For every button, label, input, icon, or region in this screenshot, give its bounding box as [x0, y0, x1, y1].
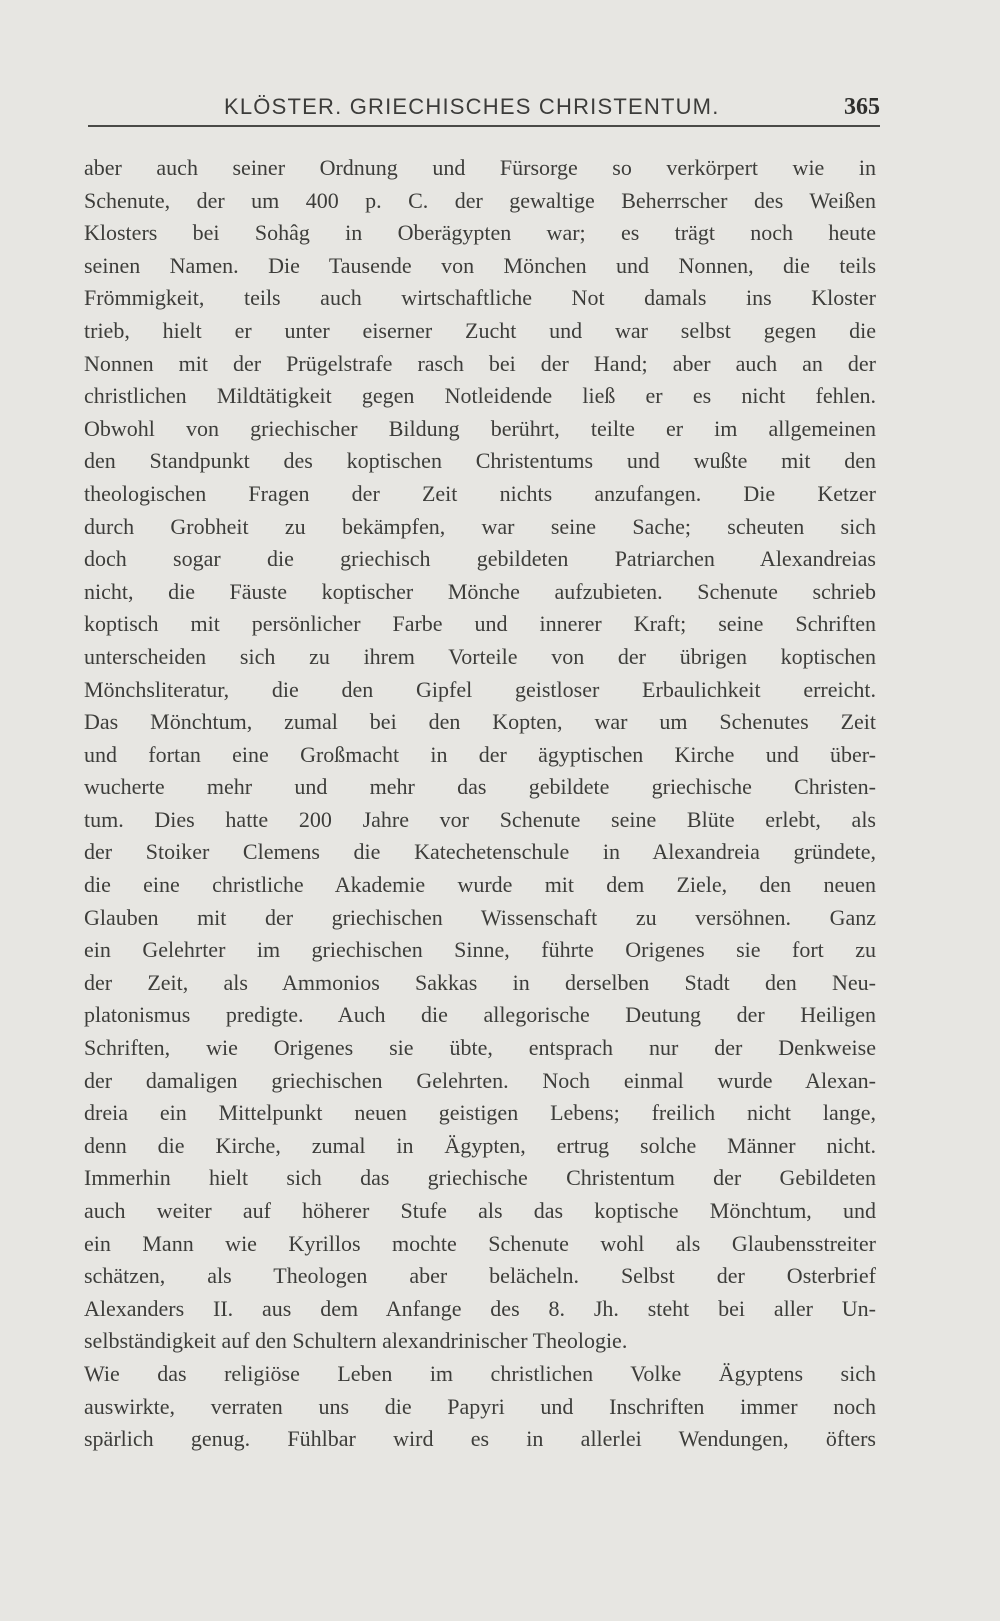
text-line: tum. Dies hatte 200 Jahre vor Schenute seine Blüte erlebt, als [84, 806, 876, 832]
text-line: auch weiter auf höherer Stufe als das koptische Mönchtum, und [84, 1198, 876, 1223]
text-line: Glauben mit der griechischen Wissenschaft zu versöhnen. Ganz [84, 904, 876, 930]
body-text [84, 152, 876, 1456]
text-line: koptisch mit persönlicher Farbe und innerer Kraft; seine Schriften [84, 611, 876, 637]
text-line: denn die Kirche, zumal in Ägypten, ertrug solche Männer nicht. [84, 1132, 876, 1158]
text-line: Mönchsliteratur, die den Gipfel geistloser Erbaulichkeit erreicht. [84, 676, 876, 702]
text-line: Frömmigkeit, teils auch wirtschaftliche Not damals ins Kloster [84, 285, 876, 311]
text-line: Klosters bei Sohâg in Oberägypten war; es trägt noch heute [84, 220, 876, 246]
running-head-title: KLÖSTER. GRIECHISCHES CHRISTENTUM. [224, 94, 720, 119]
text-line: der Stoiker Clemens die Katechetenschule in Alexandreia gründete, [84, 839, 876, 865]
text-line: Nonnen mit der Prügelstrafe rasch bei der Hand; aber auch an der [84, 350, 876, 376]
running-head [88, 94, 880, 128]
text-line: wucherte mehr und mehr das gebildete griechische Christen- [84, 774, 876, 800]
text-line: unterscheiden sich zu ihrem Vorteile von der übrigen koptischen [84, 643, 876, 669]
text-line: selbständigkeit auf den Schultern alexandrinischer Theologie. [84, 1328, 628, 1354]
text-line: den Standpunkt des koptischen Christentums und wußte mit den [84, 448, 876, 474]
text-line: ein Gelehrter im griechischen Sinne, führte Origenes sie fort zu [84, 937, 876, 963]
text-line: christlichen Mildtätigkeit gegen Notleidende ließ er es nicht fehlen. [84, 383, 876, 409]
header-rule [88, 125, 880, 127]
text-line: seinen Namen. Die Tausende von Mönchen und Nonnen, die teils [84, 252, 876, 278]
text-line: auswirkte, verraten uns die Papyri und Inschriften immer noch [84, 1393, 876, 1419]
text-line: und fortan eine Großmacht in der ägyptischen Kirche und über- [84, 741, 876, 767]
text-line: platonismus predigte. Auch die allegorische Deutung der Heiligen [84, 1002, 876, 1028]
text-line: der damaligen griechischen Gelehrten. Noch einmal wurde Alexan- [84, 1067, 876, 1093]
text-line: der Zeit, als Ammonios Sakkas in derselben Stadt den Neu- [84, 969, 876, 995]
text-line: ein Mann wie Kyrillos mochte Schenute wohl als Glaubensstreiter [84, 1230, 876, 1256]
text-line: theologischen Fragen der Zeit nichts anzufangen. Die Ketzer [84, 480, 876, 506]
text-line: Alexanders II. aus dem Anfange des 8. Jh. steht bei aller Un- [84, 1295, 876, 1321]
text-line: Immerhin hielt sich das griechische Christentum der Gebildeten [84, 1165, 876, 1191]
text-line: schätzen, als Theologen aber belächeln. Selbst der Osterbrief [84, 1263, 876, 1289]
text-line: trieb, hielt er unter eiserner Zucht und war selbst gegen die [84, 317, 876, 343]
text-line: Obwohl von griechischer Bildung berührt, teilte er im allgemeinen [84, 415, 876, 441]
text-line: die eine christliche Akademie wurde mit dem Ziele, den neuen [84, 872, 876, 898]
text-line: aber auch seiner Ordnung und Fürsorge so verkörpert wie in [84, 155, 876, 180]
text-line: durch Grobheit zu bekämpfen, war seine Sache; scheuten sich [84, 513, 876, 539]
text-line: Das Mönchtum, zumal bei den Kopten, war um Schenutes Zeit [84, 709, 876, 735]
text-line: Wie das religiöse Leben im christlichen Volke Ägyptens sich [84, 1360, 876, 1386]
page-number: 365 [844, 94, 880, 120]
text-line: dreia ein Mittelpunkt neuen geistigen Lebens; freilich nicht lange, [84, 1100, 876, 1126]
text-line: doch sogar die griechisch gebildeten Patriarchen Alexandreias [84, 546, 876, 572]
text-line: nicht, die Fäuste koptischer Mönche aufzubieten. Schenute schrieb [84, 578, 876, 604]
text-line: Schenute, der um 400 p. C. der gewaltige Beherrscher des Weißen [84, 187, 876, 213]
text-line: Schriften, wie Origenes sie übte, entsprach nur der Denkweise [84, 1035, 876, 1061]
text-line: spärlich genug. Fühlbar wird es in allerlei Wendungen, öfters [84, 1426, 876, 1452]
